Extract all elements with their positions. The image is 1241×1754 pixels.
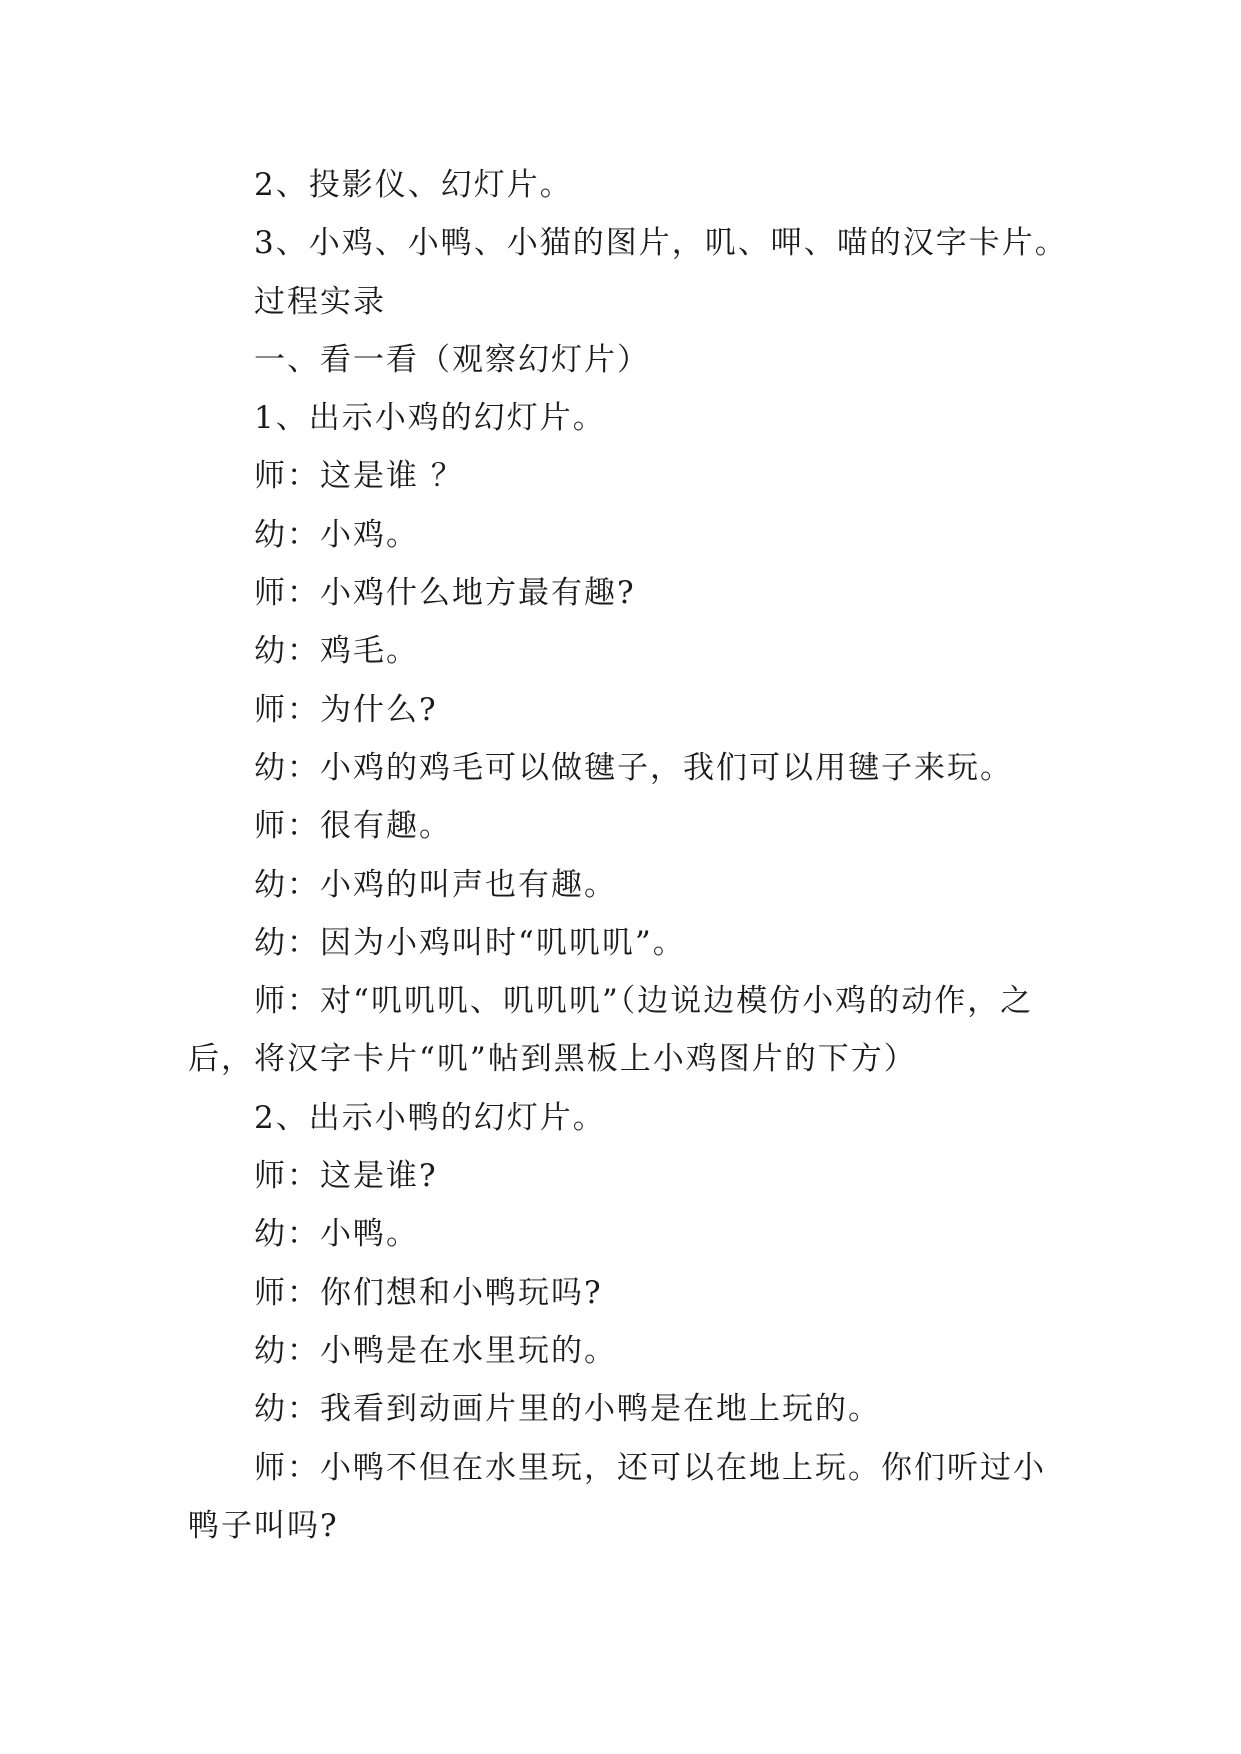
dialogue-line: 幼：小鸭是在水里玩的。 bbox=[254, 1332, 617, 1369]
dialogue-line: 幼：我看到动画片里的小鸭是在地上玩的。 bbox=[254, 1391, 881, 1428]
dialogue-line: 幼：鸡毛。 bbox=[254, 633, 419, 670]
dialogue-line: 师：对“叽叽叽、叽叽叽”（边说边模仿小鸡的动作，之后，将汉字卡片“叽”帖到黑板上小鸡图片的下方） bbox=[188, 983, 1034, 1078]
dialogue-line: 幼：小鸡。 bbox=[254, 516, 419, 553]
dialogue-line: 师：为什么? bbox=[254, 691, 438, 728]
section-heading-process: 过程实录 bbox=[254, 283, 386, 320]
document-body bbox=[188, 156, 1068, 1555]
dialogue-line: 幼：小鸡的鸡毛可以做毽子，我们可以用毽子来玩。 bbox=[254, 749, 1013, 786]
dialogue-line: 师：你们想和小鸭玩吗? bbox=[254, 1274, 603, 1311]
step-show-chick: 1、出示小鸡的幻灯片。 bbox=[254, 400, 606, 437]
dialogue-line: 师：这是谁 ？ bbox=[254, 458, 464, 495]
dialogue-line: 幼：小鸭。 bbox=[254, 1216, 419, 1253]
dialogue-line: 师：小鸭不但在水里玩，还可以在地上玩。你们听过小鸭子叫吗? bbox=[188, 1449, 1046, 1544]
dialogue-line: 幼：小鸡的叫声也有趣。 bbox=[254, 866, 617, 903]
paragraph-equipment-cards: 3、小鸡、小鸭、小猫的图片，叽、呷、喵的汉字卡片。 bbox=[254, 225, 1068, 262]
section-heading-observe: 一、看一看（观察幻灯片） bbox=[254, 341, 650, 378]
dialogue-line: 师：这是谁? bbox=[254, 1158, 438, 1195]
paragraph-equipment-projector: 2、投影仪、幻灯片。 bbox=[254, 167, 573, 203]
dialogue-line: 幼：因为小鸡叫时“叽叽叽”。 bbox=[254, 924, 686, 961]
dialogue-line: 师：小鸡什么地方最有趣? bbox=[254, 575, 636, 612]
dialogue-line: 师：很有趣。 bbox=[254, 808, 452, 845]
step-show-duckling: 2、出示小鸭的幻灯片。 bbox=[254, 1099, 606, 1136]
